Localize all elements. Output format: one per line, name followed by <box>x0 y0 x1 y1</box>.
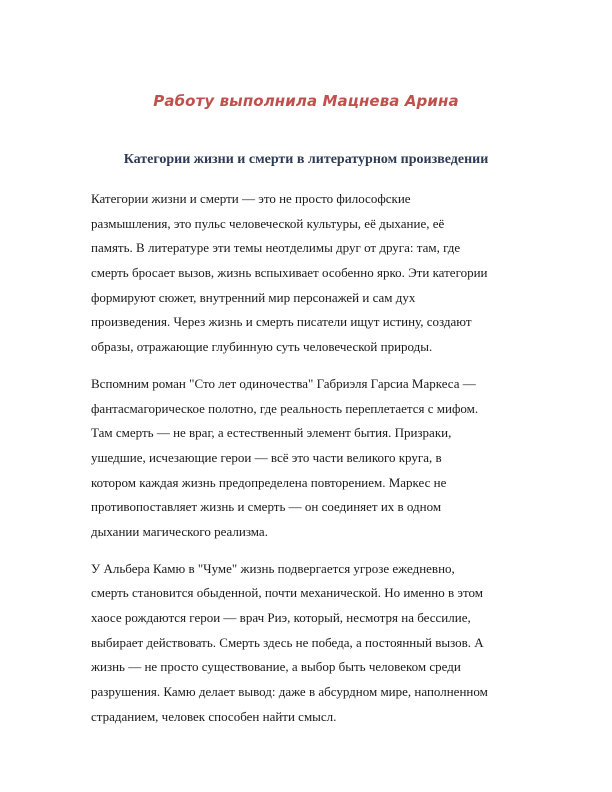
paragraph-line: У Альбера Камю в "Чуме" жизнь подвергается угрозе ежедневно, <box>91 560 455 576</box>
paragraph-line: Категории жизни и смерти — это не просто философские <box>91 191 411 206</box>
paragraph-3 <box>91 557 529 730</box>
paragraph-line: образы, отражающие глубинную суть человеческой природы. <box>91 339 433 355</box>
paragraph-line: жизнь — не просто существование, а выбор быть человеком среди <box>91 659 461 675</box>
paragraph-line: выбирает действовать. Смерть здесь не победа, а постоянный вызов. А <box>91 634 484 650</box>
paragraph-line: Там смерть — не враг, а естественный элемент бытия. Призраки, <box>91 425 452 441</box>
paragraph-line: ушедшие, исчезающие герои — всё это части великого круга, в <box>91 449 442 465</box>
author-line: Работу выполнила Мацнева Арина <box>153 92 459 110</box>
document-title: Категории жизни и смерти в литературном произведении <box>123 152 489 167</box>
paragraph-line: страданием, человек способен найти смысл. <box>91 708 337 724</box>
paragraph-1 <box>91 187 529 360</box>
paragraph-line: хаосе рождаются герои — врач Риэ, который, несмотря на бессилие, <box>91 610 471 625</box>
paragraph-line: смерть бросает вызов, жизнь вспыхивает особенно ярко. Эти категории <box>91 265 488 281</box>
paragraph-line: котором каждая жизнь предопределена повторением. Маркес не <box>91 474 447 490</box>
paragraph-line: Вспомним роман "Сто лет одиночества" Габриэля Гарсиа Маркеса — <box>91 375 476 391</box>
paragraph-2 <box>91 372 529 545</box>
document-body <box>91 187 529 741</box>
paragraph-line: разрушения. Камю делает вывод: даже в абсурдном мире, наполненном <box>91 684 488 700</box>
paragraph-line: смерть становится обыденной, почти механической. Но именно в этом <box>91 585 483 601</box>
paragraph-line: память. В литературе эти темы неотделимы друг от друга: там, где <box>91 240 461 256</box>
paragraph-line: фантасмагорическое полотно, где реальность переплетается с мифом. <box>91 400 479 416</box>
paragraph-line: произведения. Через жизнь и смерть писатели ищут истину, создают <box>91 314 472 330</box>
paragraph-line: дыхании магического реализма. <box>91 523 268 539</box>
paragraph-line: формируют сюжет, внутренний мир персонажей и сам дух <box>91 289 416 305</box>
paragraph-line: противопоставляет жизнь и смерть — он соединяет их в одном <box>91 499 442 515</box>
paragraph-line: размышления, это пульс человеческой культуры, её дыхание, её <box>91 215 445 231</box>
